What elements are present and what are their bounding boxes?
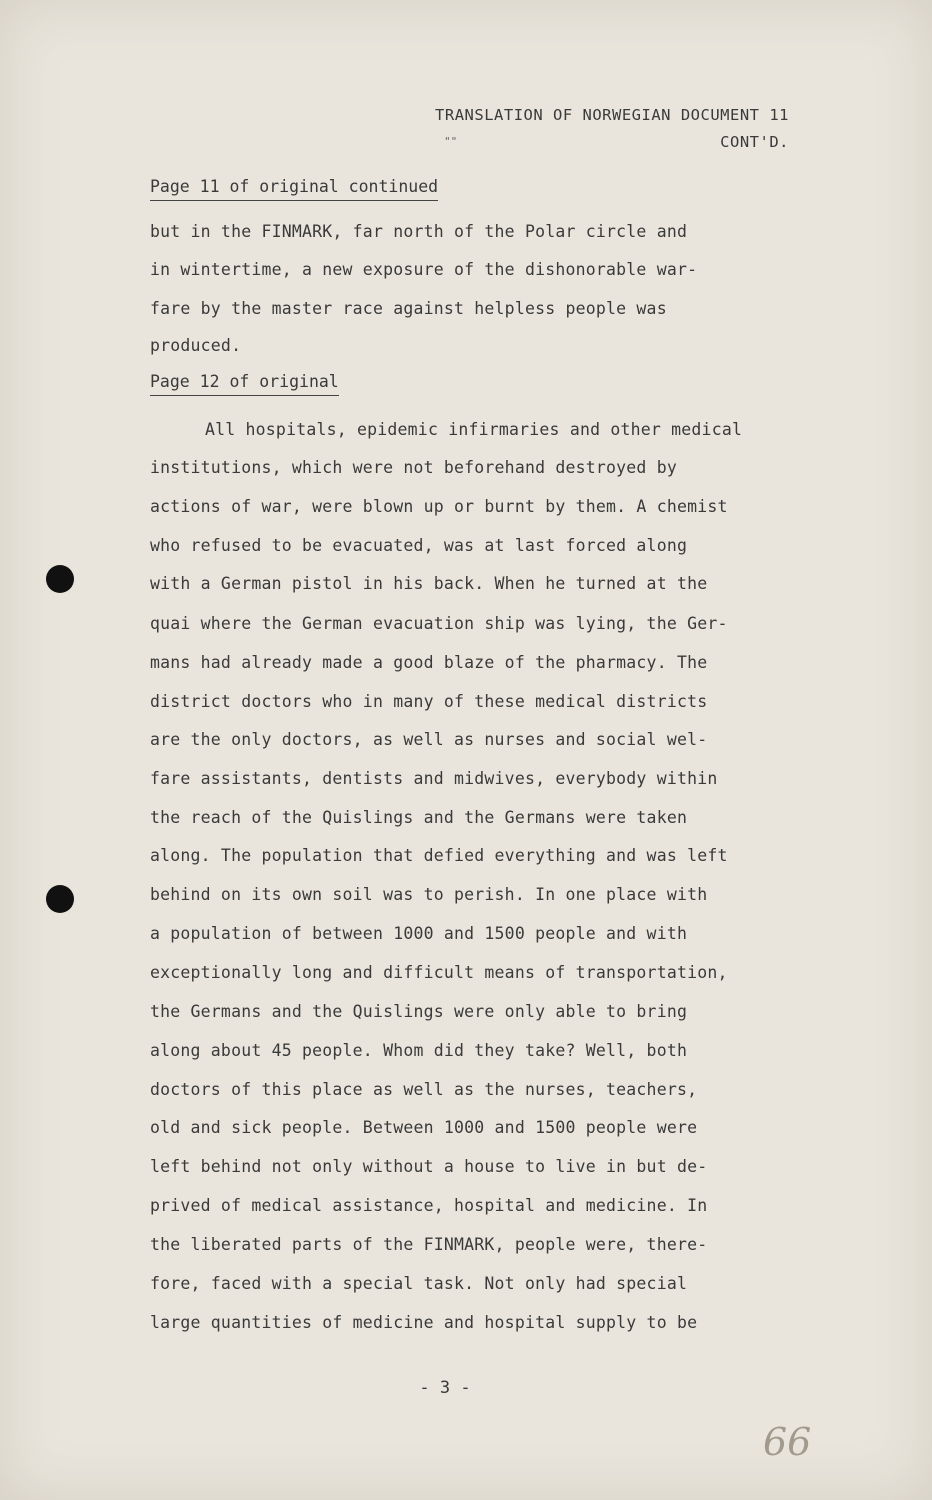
text-line: exceptionally long and difficult means of transportation, — [150, 963, 728, 982]
continued-label: CONT'D. — [720, 133, 789, 151]
text-line: the Germans and the Quislings were only able to bring — [150, 1002, 688, 1021]
text-line: a population of between 1000 and 1500 people and with — [150, 924, 688, 943]
text-line: fore, faced with a special task. Not only had special — [150, 1274, 688, 1293]
text-line: the reach of the Quislings and the Germans were taken — [150, 808, 688, 827]
page-number: - 3 - — [419, 1378, 471, 1398]
text-line: large quantities of medicine and hospital supply to be — [150, 1313, 698, 1332]
text-line: who refused to be evacuated, was at last forced along — [150, 536, 688, 555]
document-title: TRANSLATION OF NORWEGIAN DOCUMENT 11 — [435, 106, 789, 124]
text-line: produced. — [150, 336, 242, 355]
text-line: left behind not only without a house to live in but de- — [150, 1157, 708, 1176]
text-line: quai where the German evacuation ship was lying, the Ger- — [150, 614, 728, 633]
text-line: fare by the master race against helpless people was — [150, 299, 667, 318]
text-line: doctors of this place as well as the nurses, teachers, — [150, 1080, 698, 1099]
text-line: prived of medical assistance, hospital and medicine. In — [150, 1196, 708, 1215]
text-line: are the only doctors, as well as nurses and social wel- — [150, 730, 708, 749]
text-line: along about 45 people. Whom did they take? Well, both — [150, 1041, 688, 1060]
punch-hole-bottom — [46, 885, 74, 913]
text-line: with a German pistol in his back. When he turned at the — [150, 574, 708, 593]
text-line: the liberated parts of the FINMARK, people were, there- — [150, 1235, 708, 1254]
text-line: fare assistants, dentists and midwives, everybody within — [150, 769, 718, 788]
text-line: All hospitals, epidemic infirmaries and other medical — [205, 420, 743, 439]
punch-hole-top — [46, 565, 74, 593]
text-line: behind on its own soil was to perish. In one place with — [150, 885, 708, 904]
tick-mark: "" — [444, 135, 458, 148]
text-line: old and sick people. Between 1000 and 1500 people were — [150, 1118, 698, 1137]
text-line: mans had already made a good blaze of the pharmacy. The — [150, 653, 708, 672]
text-line: institutions, which were not beforehand destroyed by — [150, 458, 677, 477]
text-line: but in the FINMARK, far north of the Polar circle and — [150, 222, 688, 241]
text-line: district doctors who in many of these medical districts — [150, 692, 708, 711]
text-line: in wintertime, a new exposure of the dishonorable war- — [150, 260, 698, 279]
handwritten-page-mark: 66 — [763, 1420, 812, 1464]
text-line: along. The population that defied everything and was left — [150, 846, 728, 865]
section-heading-page-11: Page 11 of original continued — [150, 177, 438, 201]
section-heading-page-12: Page 12 of original — [150, 372, 339, 396]
text-line: actions of war, were blown up or burnt by them. A chemist — [150, 497, 728, 516]
